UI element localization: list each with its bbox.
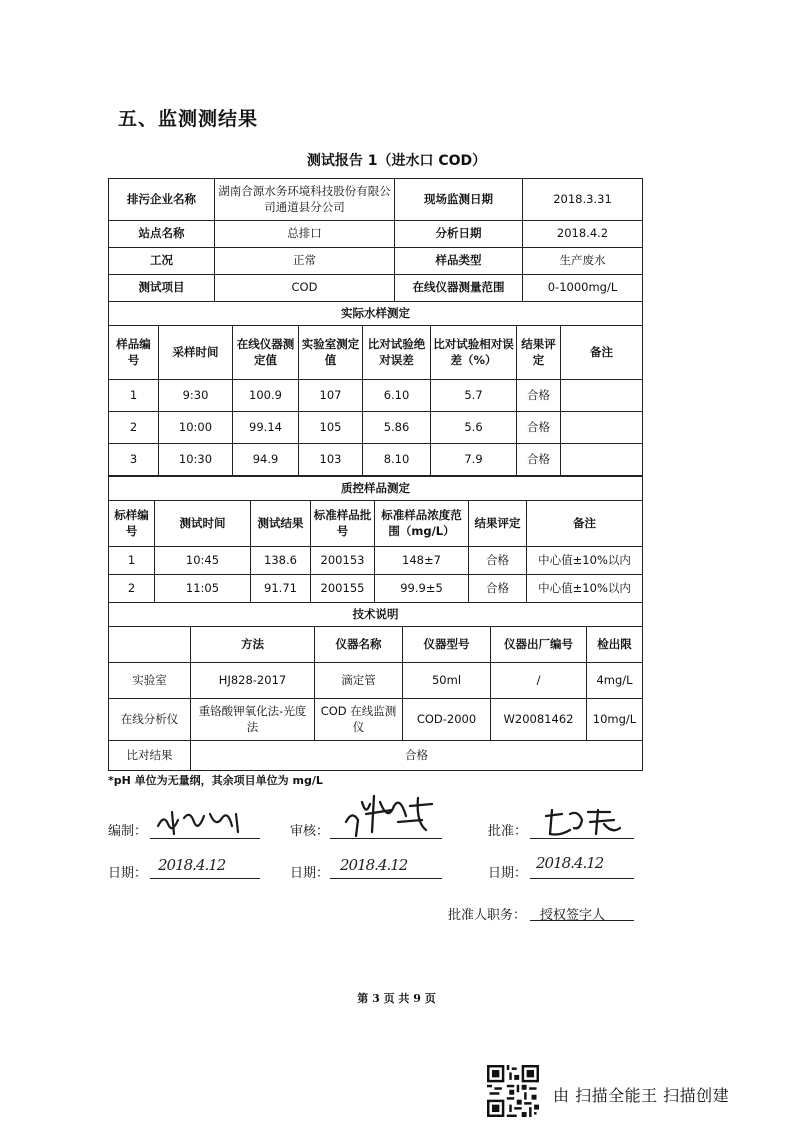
table-cell: COD-2000 (403, 699, 491, 741)
table-cell: 6.10 (363, 380, 431, 412)
actual-header: 在线仪器测定值 (233, 326, 299, 380)
scanner-credit: 由 扫描全能王 扫描创建 (553, 1086, 730, 1105)
table-cell: 中心值±10%以内 (527, 575, 643, 603)
qc-header: 标准样品批号 (311, 501, 375, 547)
table-cell: 5.7 (431, 380, 517, 412)
station-label: 站点名称 (109, 221, 215, 248)
qc-section-title: 质控样品测定 (109, 477, 643, 501)
table-cell: 合格 (469, 547, 527, 575)
table-cell: 100.9 (233, 380, 299, 412)
actual-header: 采样时间 (159, 326, 233, 380)
table-cell: 10:30 (159, 444, 233, 476)
actual-header: 比对试验相对误差（%） (431, 326, 517, 380)
approver-date: 2018.4.12 (536, 854, 604, 872)
table-row (109, 575, 643, 603)
reviewer-date: 2018.4.12 (340, 856, 408, 874)
table-cell: 4mg/L (587, 663, 643, 699)
company-value: 湖南合源水务环境科技股份有限公司通道县分公司 (215, 179, 395, 221)
editor-label: 编制： (108, 824, 148, 839)
actual-header: 样品编号 (109, 326, 159, 380)
reviewer-date-line (330, 878, 442, 879)
table-cell: 9:30 (159, 380, 233, 412)
table-cell: 10:45 (155, 547, 251, 575)
reviewer-signature (336, 792, 442, 840)
tech-header: 方法 (191, 627, 315, 663)
tech-section-title: 技术说明 (109, 603, 643, 627)
table-cell: HJ828-2017 (191, 663, 315, 699)
actual-section-title: 实际水样测定 (109, 302, 643, 326)
editor-date-line (150, 878, 260, 879)
tech-table (108, 602, 643, 771)
table-cell: 5.6 (431, 412, 517, 444)
report-title: 测试报告 1（进水口 COD） (306, 153, 487, 169)
qc-sample-table (108, 476, 643, 603)
qc-header: 备注 (527, 501, 643, 547)
company-label: 排污企业名称 (109, 179, 215, 221)
editor-date: 2018.4.12 (158, 856, 226, 874)
table-cell: 合格 (469, 575, 527, 603)
actual-sample-table (108, 301, 643, 476)
table-cell: 3 (109, 444, 159, 476)
table-cell: 99.9±5 (375, 575, 469, 603)
table-cell: 2 (109, 575, 155, 603)
table-cell: 滴定管 (315, 663, 403, 699)
table-row (109, 699, 643, 741)
approver-role-line (530, 920, 634, 921)
station-value: 总排口 (215, 221, 395, 248)
table-cell: 实验室 (109, 663, 191, 699)
tech-header (109, 627, 191, 663)
qc-header: 结果评定 (469, 501, 527, 547)
editor-signature (150, 806, 260, 840)
table-cell: 1 (109, 547, 155, 575)
table-cell: 中心值±10%以内 (527, 547, 643, 575)
table-cell: 合格 (517, 444, 561, 476)
analysis-date-label: 分析日期 (395, 221, 523, 248)
qc-header: 标样编号 (109, 501, 155, 547)
table-cell: 99.14 (233, 412, 299, 444)
table-row (109, 663, 643, 699)
qr-code-icon (487, 1065, 539, 1117)
table-cell: 2 (109, 412, 159, 444)
reviewer-date-label: 日期： (290, 866, 330, 881)
table-cell: 8.10 (363, 444, 431, 476)
tech-header: 检出限 (587, 627, 643, 663)
table-cell: 94.9 (233, 444, 299, 476)
table-row (109, 380, 643, 412)
qc-header: 测试结果 (251, 501, 311, 547)
compare-value: 合格 (191, 741, 643, 771)
table-cell: 105 (299, 412, 363, 444)
table-row (109, 547, 643, 575)
editor-date-label: 日期： (108, 866, 148, 881)
table-cell (561, 380, 643, 412)
table-row (109, 412, 643, 444)
table-cell: 重铬酸钾氧化法-光度法 (191, 699, 315, 741)
info-table (108, 178, 643, 302)
table-cell: 148±7 (375, 547, 469, 575)
table-cell: 200155 (311, 575, 375, 603)
table-cell: 5.86 (363, 412, 431, 444)
approver-role-label: 批准人职务： (448, 908, 527, 923)
table-cell: 7.9 (431, 444, 517, 476)
table-cell: 200153 (311, 547, 375, 575)
actual-header: 备注 (561, 326, 643, 380)
monitor-date-label: 现场监测日期 (395, 179, 523, 221)
qc-header: 标准样品浓度范围（mg/L） (375, 501, 469, 547)
approver-signature (540, 806, 634, 840)
approver-date-line (530, 878, 634, 879)
condition-label: 工况 (109, 248, 215, 275)
analysis-date-value: 2018.4.2 (523, 221, 643, 248)
table-cell: / (491, 663, 587, 699)
tech-header: 仪器名称 (315, 627, 403, 663)
table-row (109, 444, 643, 476)
table-cell: 在线分析仪 (109, 699, 191, 741)
table-cell: 10mg/L (587, 699, 643, 741)
compare-label: 比对结果 (109, 741, 191, 771)
table-cell: COD 在线监测仪 (315, 699, 403, 741)
approver-date-label: 日期： (488, 866, 528, 881)
approver-label: 批准： (488, 824, 528, 839)
table-cell: 91.71 (251, 575, 311, 603)
sample-type-label: 样品类型 (395, 248, 523, 275)
range-value: 0-1000mg/L (523, 275, 643, 302)
table-cell: 50ml (403, 663, 491, 699)
table-cell: 10:00 (159, 412, 233, 444)
approver-role-value: 授权签字人 (540, 908, 606, 923)
tech-header: 仪器型号 (403, 627, 491, 663)
actual-header: 结果评定 (517, 326, 561, 380)
actual-header: 实验室测定值 (299, 326, 363, 380)
section-heading: 五、监测测结果 (118, 108, 259, 130)
test-item-label: 测试项目 (109, 275, 215, 302)
table-cell (561, 444, 643, 476)
table-row (109, 741, 643, 771)
tech-header: 仪器出厂编号 (491, 627, 587, 663)
table-cell (561, 412, 643, 444)
actual-header: 比对试验绝对误差 (363, 326, 431, 380)
condition-value: 正常 (215, 248, 395, 275)
monitor-date-value: 2018.3.31 (523, 179, 643, 221)
table-cell: 11:05 (155, 575, 251, 603)
range-label: 在线仪器测量范围 (395, 275, 523, 302)
footnote: *pH 单位为无量纲，其余项目单位为 mg/L (108, 774, 323, 787)
table-cell: 103 (299, 444, 363, 476)
table-cell: 107 (299, 380, 363, 412)
reviewer-label: 审核： (290, 824, 330, 839)
table-cell: W20081462 (491, 699, 587, 741)
page-number: 第 3 页 共 9 页 (357, 992, 436, 1005)
table-cell: 1 (109, 380, 159, 412)
sample-type-value: 生产废水 (523, 248, 643, 275)
table-cell: 合格 (517, 412, 561, 444)
test-item-value: COD (215, 275, 395, 302)
qc-header: 测试时间 (155, 501, 251, 547)
table-cell: 合格 (517, 380, 561, 412)
table-cell: 138.6 (251, 547, 311, 575)
